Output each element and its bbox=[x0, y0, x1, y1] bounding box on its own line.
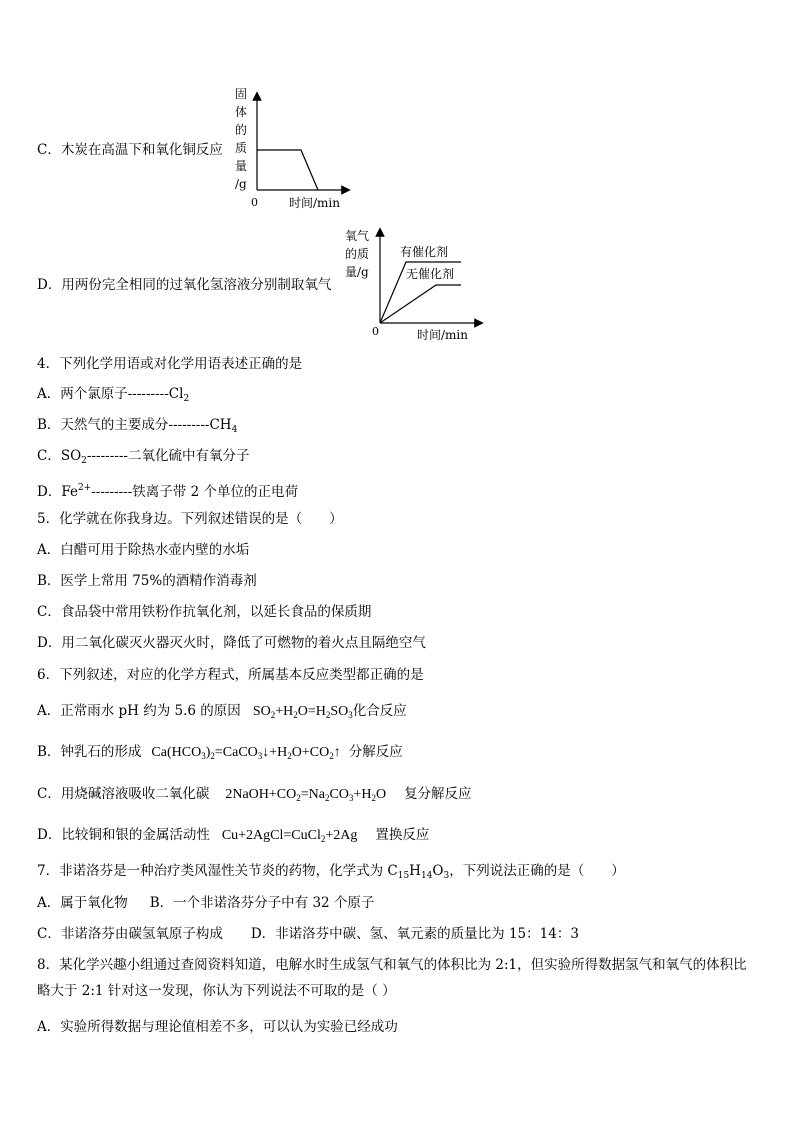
q3-option-d: D．用两份完全相同的过氧化氢溶液分别制取氧气 bbox=[37, 277, 332, 293]
q7-stem: 7．非诺洛芬是一种治疗类风湿性关节炎的药物，化学式为 $C_{15}H_{14}O_3$，下列说法正确的是（ ） bbox=[37, 863, 625, 881]
chart-d-ylabel-2: 量/g bbox=[345, 265, 369, 279]
q6-option-d: D．比较铜和银的金属活动性 Cu+2AgCl=CuCl$_2$+2Ag 置换反应 bbox=[37, 827, 430, 844]
q6-stem: 6．下列叙述，对应的化学方程式，所属基本反应类型都正确的是 bbox=[37, 667, 424, 683]
q7-option-a: A．属于氧化物 bbox=[37, 895, 128, 911]
chart-d-label-catalyst: 有催化剂 bbox=[400, 245, 449, 259]
q4-option-c: C．$SO_2---------$二氧化硫中有氧分子 bbox=[37, 448, 250, 466]
chart-c-ylabel-1: 体 bbox=[235, 105, 248, 119]
chart-d-origin: 0 bbox=[372, 325, 379, 338]
q7-option-b: B．一个非诺洛芬分子中有 32 个原子 bbox=[149, 895, 375, 911]
q4-option-a: A．两个氯原子$---------Cl_2$ bbox=[37, 386, 190, 404]
q6-option-b: B．钟乳石的形成 $Ca(HCO_3)_2=CaCO_3↓+H_2O+CO_2↑$ 分解反应 bbox=[37, 744, 403, 761]
q7-option-c: C．非诺洛芬由碳氢氧原子构成 bbox=[37, 926, 223, 942]
chart-d bbox=[344, 224, 489, 346]
q7-option-d: D．非诺洛芬中碳、氢、氧元素的质量比为 15：14：3 bbox=[250, 926, 579, 942]
q4-option-d: D．$Fe^{2+}---------$铁离子带 2 个单位的正电荷 bbox=[37, 483, 298, 500]
chart-d-label-no-catalyst: 无催化剂 bbox=[406, 267, 455, 281]
chart-d-line-no-catalyst bbox=[380, 285, 461, 323]
chart-c-origin: 0 bbox=[251, 196, 258, 209]
q6-b-equation: $Ca(HCO_3)_2=CaCO_3↓+H_2O+CO_2↑$ bbox=[151, 745, 341, 761]
chart-c-xlabel: 时间/min bbox=[289, 196, 340, 210]
chart-d-ylabel-1: 的质 bbox=[345, 247, 370, 261]
q5-option-b: B．医学上常用 75%的酒精作消毒剂 bbox=[37, 573, 257, 589]
chart-c-ylabel-2: 的 bbox=[235, 123, 248, 137]
q6-a-equation: $SO_2+H_2O=H_2SO_3$ bbox=[252, 704, 353, 720]
chart-c bbox=[228, 84, 358, 214]
chart-d-xlabel: 时间/min bbox=[417, 328, 468, 342]
q7-options-cd bbox=[37, 926, 579, 942]
q6-d-equation: Cu+2AgCl=CuCl$_2$+2Ag bbox=[221, 828, 358, 844]
q5-option-a: A．白醋可用于除热水壶内壁的水垢 bbox=[37, 542, 250, 558]
q6-c-equation: $2NaOH+CO_2=Na_2CO_3+H_2O$ bbox=[225, 787, 387, 803]
q6-option-a: A．正常雨水 pH 约为 5.6 的原因 $SO_2+H_2O=H_2SO_3$化合反应 bbox=[37, 703, 407, 720]
chart-c-ylabel-3: 质 bbox=[235, 141, 248, 155]
q4-option-b: B．天然气的主要成分$---------CH_4$ bbox=[37, 417, 238, 435]
q5-option-c: C．食品袋中常用铁粉作抗氧化剂，以延长食品的保质期 bbox=[37, 604, 372, 620]
q6-option-c: C．用烧碱溶液吸收二氧化碳 $2NaOH+CO_2=Na_2CO_3+H_2O$ 复分解反应 bbox=[37, 786, 472, 803]
chart-c-ylabel-4: 量 bbox=[235, 159, 248, 173]
q4-stem: 4．下列化学用语或对化学用语表述正确的是 bbox=[37, 356, 303, 372]
q8-option-a: A．实验所得数据与理论值相差不多，可以认为实验已经成功 bbox=[37, 1019, 398, 1035]
q5-option-d: D．用二氧化碳灭火器灭火时，降低了可燃物的着火点且隔绝空气 bbox=[37, 635, 426, 651]
chart-c-ylabel-5: /g bbox=[235, 177, 247, 191]
q3-option-c: C．木炭在高温下和氧化铜反应 bbox=[37, 142, 223, 158]
q7-options-ab bbox=[37, 895, 374, 911]
q8-stem: 8．某化学兴趣小组通过查阅资料知道，电解水时生成氢气和氧气的体积比为 2:1，但实验所得数据氢气和氧气的体积比略大于 2:1 针对这一发现，你认为下列说法不可取的是（ ） bbox=[37, 957, 747, 999]
q5-stem: 5．化学就在你我身边。下列叙述错误的是（ ） bbox=[37, 511, 343, 527]
chart-c-ylabel-0: 固 bbox=[235, 87, 248, 101]
chart-c-line bbox=[257, 150, 318, 190]
chart-d-ylabel-0: 氧气 bbox=[345, 229, 370, 243]
